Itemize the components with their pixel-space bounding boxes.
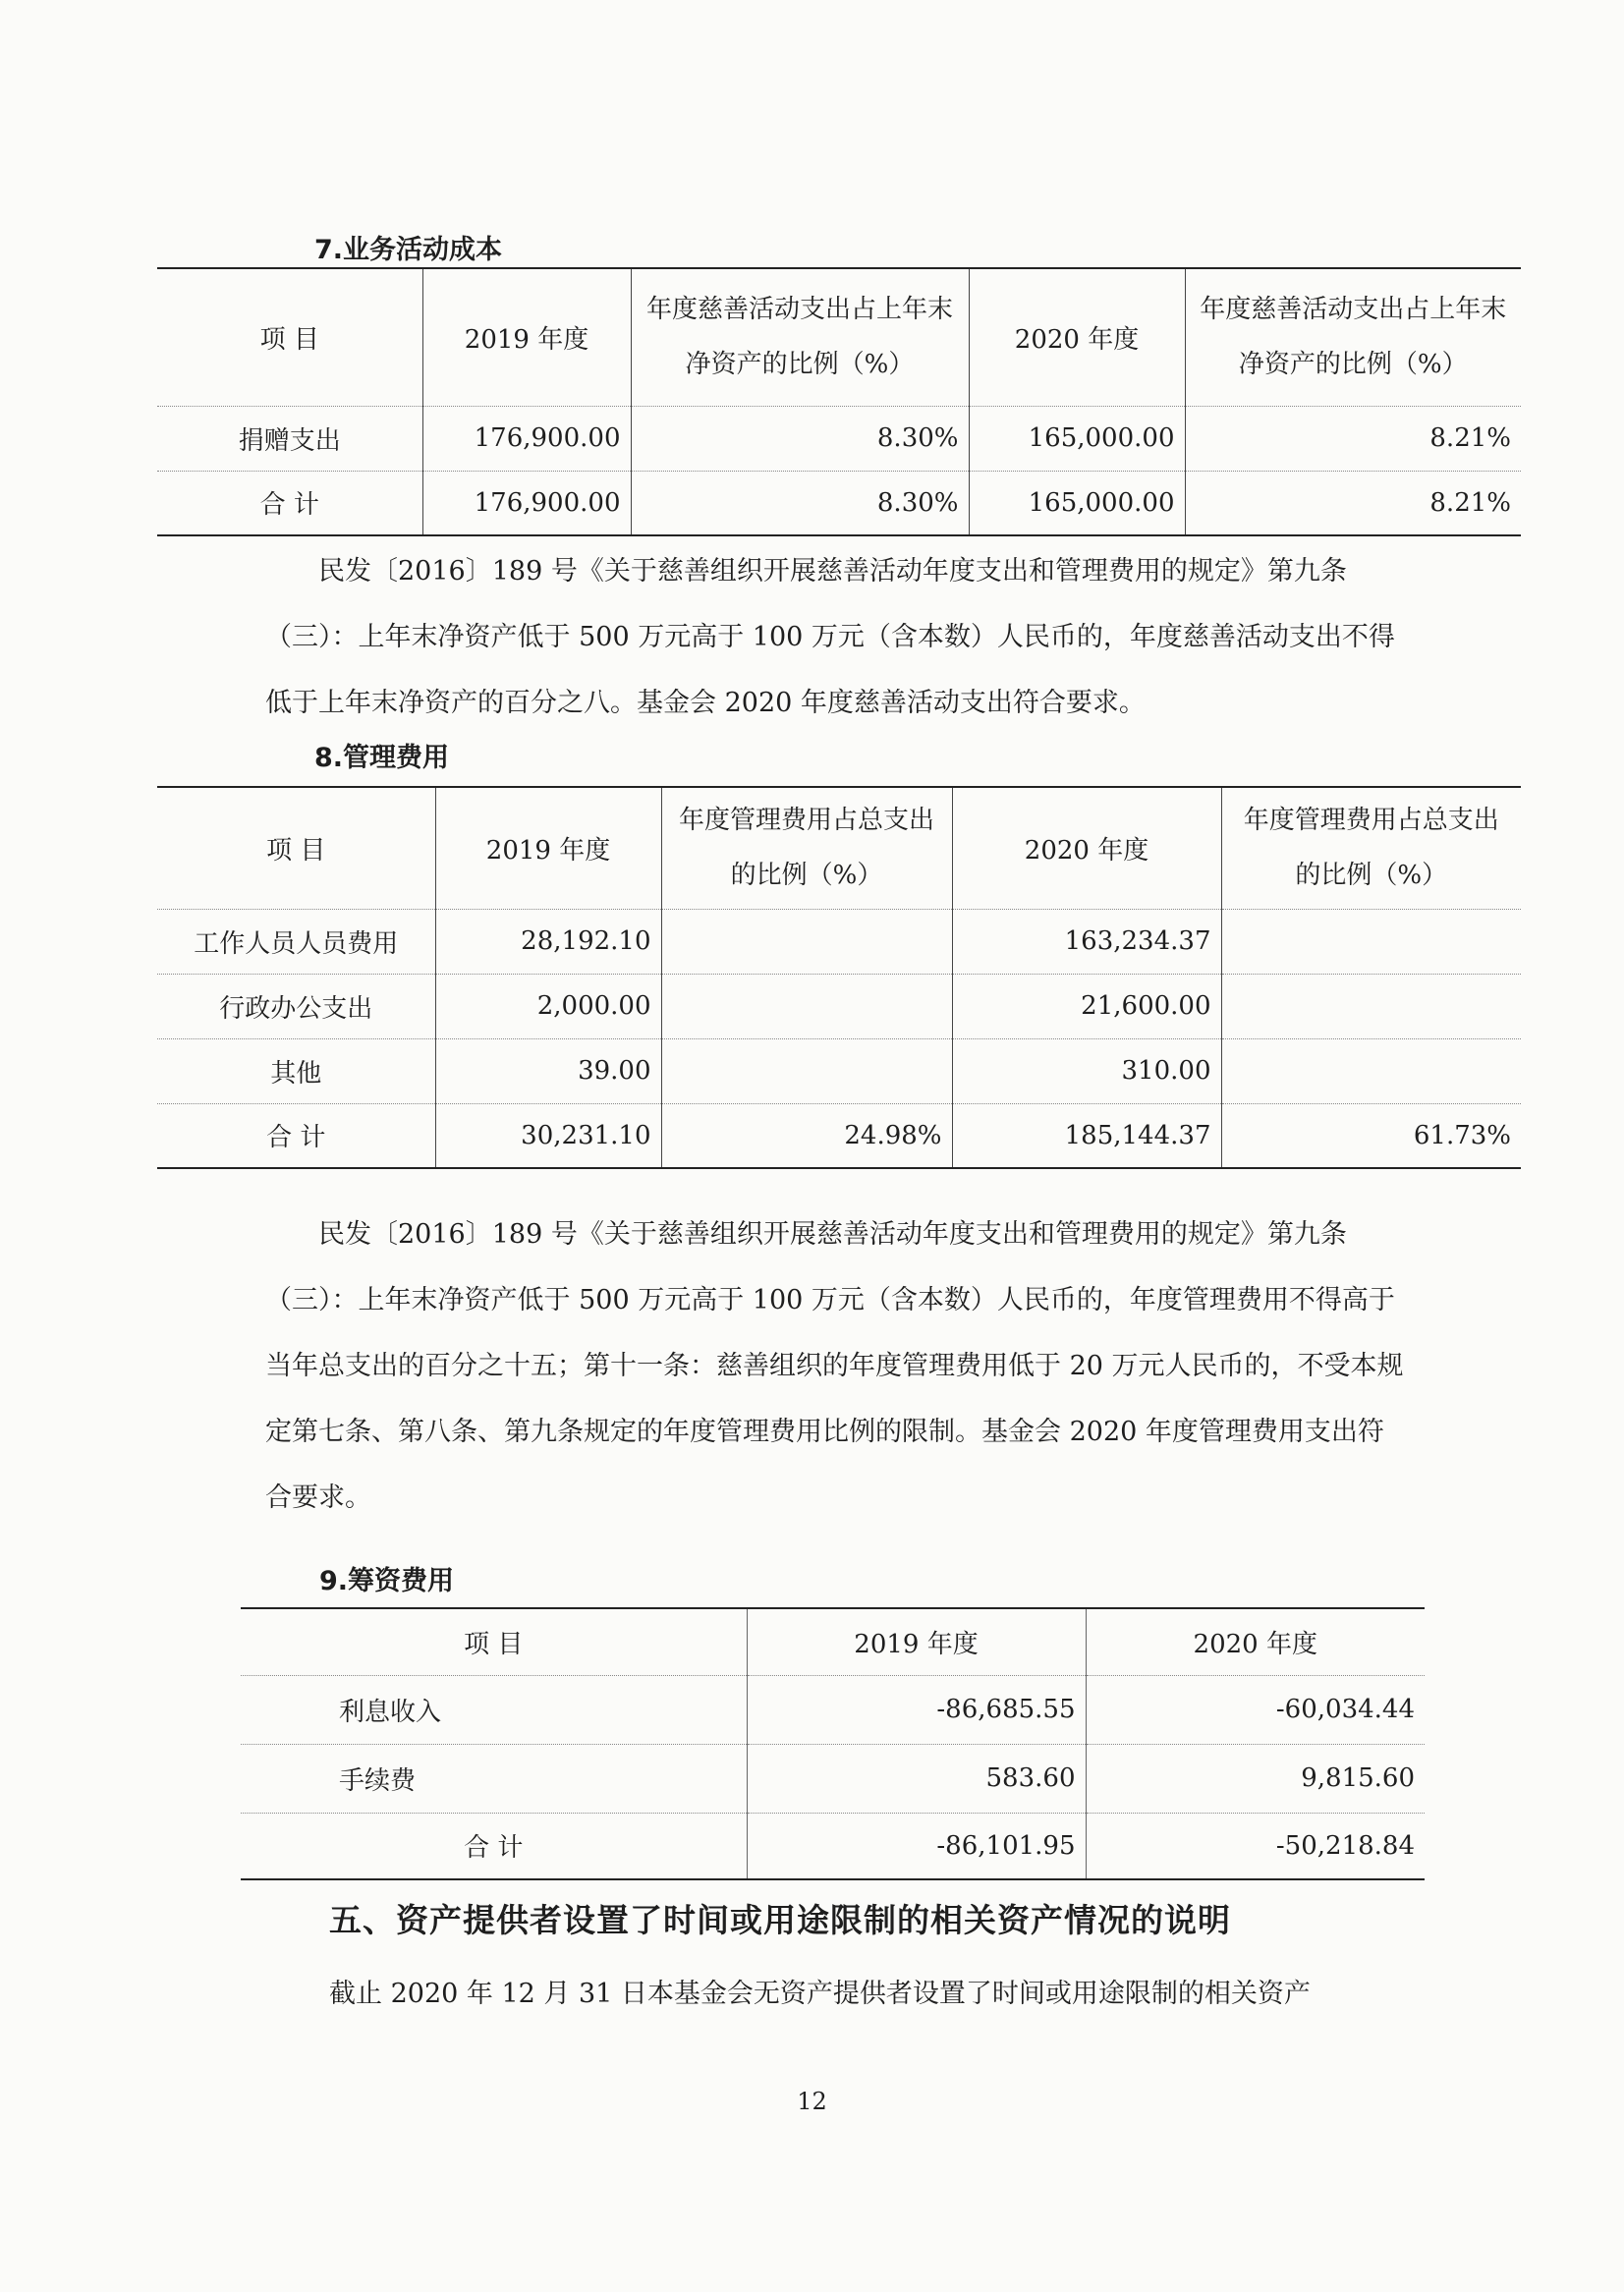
header-ratio-2020: 年度慈善活动支出占上年末净资产的比例（%） (1185, 268, 1521, 406)
cell-ratio-2019 (661, 909, 952, 974)
row-label: 工作人员人员费用 (157, 909, 435, 974)
cell-ratio-2019: 24.98% (661, 1103, 952, 1168)
cell-ratio-2020: 8.21% (1185, 406, 1521, 471)
table-header-row (241, 1608, 1425, 1675)
cell-ratio-2020: 61.73% (1221, 1103, 1521, 1168)
page-number: 12 (797, 2088, 827, 2115)
header-2020: 2020 年度 (952, 787, 1221, 909)
table-row (241, 1744, 1425, 1813)
section-5-text: 截止 2020 年 12 月 31 日本基金会无资产提供者设置了时间或用途限制的相关资产 (329, 1979, 1311, 2009)
section-8-note (265, 1202, 1405, 1531)
header-ratio-2019: 年度慈善活动支出占上年末净资产的比例（%） (631, 268, 969, 406)
section-7-title: 7.业务活动成本 (314, 235, 503, 265)
row-label: 其他 (157, 1038, 435, 1103)
row-label: 合 计 (464, 1833, 524, 1864)
section-7-note (265, 538, 1405, 736)
table-total-row (241, 1813, 1425, 1879)
row-label: 利息收入 (241, 1675, 747, 1744)
cell-ratio-2020 (1221, 909, 1521, 974)
cell-ratio-2020 (1221, 974, 1521, 1038)
table-header-row (157, 787, 1521, 909)
row-label: 合 计 (266, 1123, 326, 1153)
cell-2020: 21,600.00 (952, 974, 1221, 1038)
cell-2019: 2,000.00 (435, 974, 661, 1038)
cell-2019: 28,192.10 (435, 909, 661, 974)
cell-2019: 583.60 (747, 1744, 1086, 1813)
cell-2020: -50,218.84 (1086, 1813, 1425, 1879)
cell-ratio-2019 (661, 1038, 952, 1103)
cell-2020: 165,000.00 (969, 471, 1185, 535)
cell-2020: 9,815.60 (1086, 1744, 1425, 1813)
cell-ratio-2020 (1221, 1038, 1521, 1103)
header-item: 项 目 (157, 787, 435, 909)
row-label: 行政办公支出 (157, 974, 435, 1038)
cell-2019: 30,231.10 (435, 1103, 661, 1168)
business-cost-table (157, 267, 1521, 536)
table-total-row (157, 1103, 1521, 1168)
cell-2019: 176,900.00 (422, 471, 631, 535)
cell-2020: 310.00 (952, 1038, 1221, 1103)
header-item: 项 目 (157, 268, 422, 406)
header-ratio-2020: 年度管理费用占总支出的比例（%） (1221, 787, 1521, 909)
cell-2019: 39.00 (435, 1038, 661, 1103)
cell-2019: -86,101.95 (747, 1813, 1086, 1879)
fundraising-expense-table (241, 1607, 1425, 1880)
section-9-title: 9.筹资费用 (319, 1566, 455, 1596)
cell-2019: -86,685.55 (747, 1675, 1086, 1744)
cell-2019: 176,900.00 (422, 406, 631, 471)
section-8-title: 8.管理费用 (314, 743, 450, 773)
section-5-heading: 五、资产提供者设置了时间或用途限制的相关资产情况的说明 (329, 1901, 1231, 1939)
table-row (157, 406, 1521, 471)
header-2020: 2020 年度 (969, 268, 1185, 406)
cell-ratio-2019: 8.30% (631, 406, 969, 471)
header-item: 项 目 (241, 1608, 747, 1675)
table-row (157, 974, 1521, 1038)
row-label: 捐赠支出 (157, 406, 422, 471)
table-total-row (157, 471, 1521, 535)
cell-ratio-2019 (661, 974, 952, 1038)
table-header-row (157, 268, 1521, 406)
cell-2020: 165,000.00 (969, 406, 1185, 471)
header-2020: 2020 年度 (1086, 1608, 1425, 1675)
header-2019: 2019 年度 (422, 268, 631, 406)
header-ratio-2019: 年度管理费用占总支出的比例（%） (661, 787, 952, 909)
cell-2020: -60,034.44 (1086, 1675, 1425, 1744)
table-row (241, 1675, 1425, 1744)
cell-2020: 163,234.37 (952, 909, 1221, 974)
note-paragraph: 民发〔2016〕189 号《关于慈善组织开展慈善活动年度支出和管理费用的规定》第九条（三）：上年末净资产低于 500 万元高于 100 万元（含本数）人民币的，年度慈善活动支出不得低于上年末净资产的百分之八。基金会 2020 年度慈善活动支出符合要求。 (265, 556, 1395, 718)
table-row (157, 909, 1521, 974)
cell-2020: 185,144.37 (952, 1103, 1221, 1168)
table-row (157, 1038, 1521, 1103)
row-label: 手续费 (241, 1744, 747, 1813)
cell-ratio-2020: 8.21% (1185, 471, 1521, 535)
cell-ratio-2019: 8.30% (631, 471, 969, 535)
header-2019: 2019 年度 (747, 1608, 1086, 1675)
management-expense-table (157, 786, 1521, 1169)
row-label: 合 计 (259, 490, 319, 521)
header-2019: 2019 年度 (435, 787, 661, 909)
note-paragraph: 民发〔2016〕189 号《关于慈善组织开展慈善活动年度支出和管理费用的规定》第九条（三）：上年末净资产低于 500 万元高于 100 万元（含本数）人民币的，年度管理费用不得高于当年总支出的百分之十五；第十一条：慈善组织的年度管理费用低于 20 万元人民币的，不受本规定第七条、第八条、第九条规定的年度管理费用比例的限制。基金会 2020 年度管理费用支出符合要求。 (265, 1219, 1404, 1513)
